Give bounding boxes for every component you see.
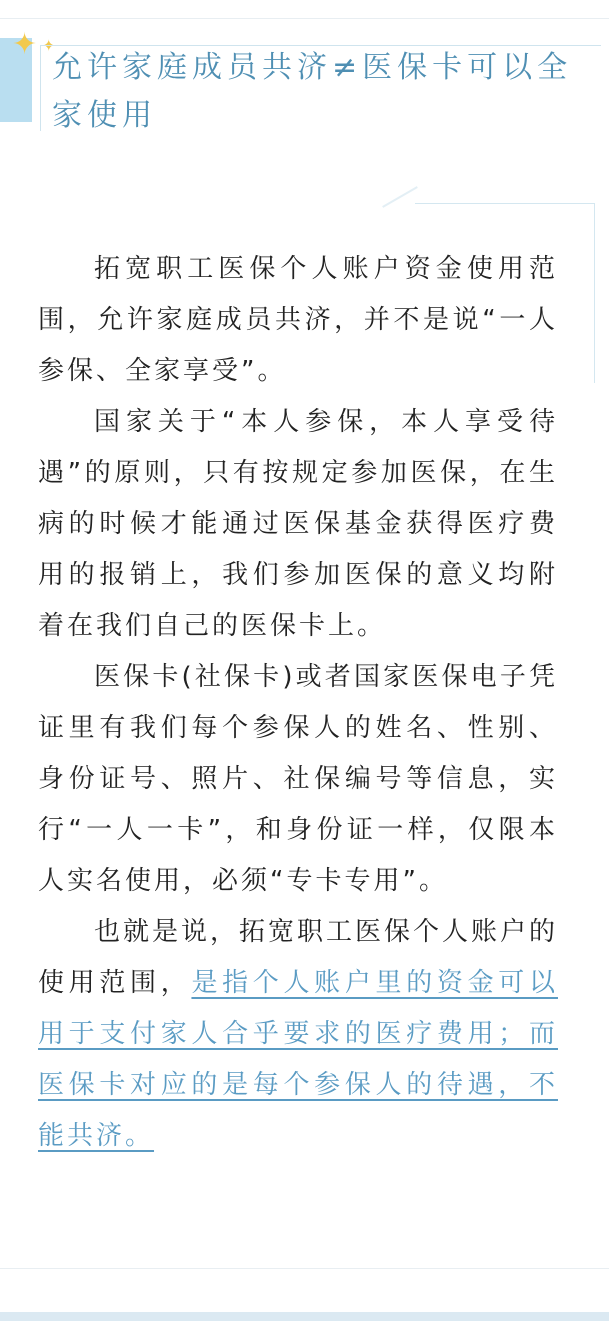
paragraph-text: 国家关于“本人参保，本人享受待遇”的原则，只有按规定参加医保，在生病的时候才能通过医保基金获得医疗费用的报销上，我们参加医保的意义均附着在我们自己的医保卡上。 [38,407,558,641]
highlighted-link-text[interactable]: 是指个人账户里的资金可以用于支付家人合乎要求的医疗费用；而医保卡对应的是每个参保人的待遇，不能共济。 [38,968,558,1151]
paragraph-2 [38,397,558,652]
paragraph-text: 医保卡(社保卡)或者国家医保电子凭证里有我们每个参保人的姓名、性别、身份证号、照片、社保编号等信息，实行“一人一卡”，和身份证一样，仅限本人实名使用，必须“专卡专用”。 [38,662,558,896]
decorative-stroke [382,186,418,208]
sparkle-icon: ✦ [42,36,56,55]
bottom-divider [0,1268,609,1269]
article-body [38,244,558,1162]
paragraph-4 [38,907,558,1162]
paragraph-text: 拓宽职工医保个人账户资金使用范围，允许家庭成员共济，并不是说“一人参保、全家享受”。 [38,254,558,386]
article-title: 允许家庭成员共济≠医保卡可以全家使用 [52,50,573,133]
decorative-frame-top [415,203,595,204]
paragraph-1 [38,244,558,397]
top-divider [0,18,609,19]
sparkle-icon: ✦ [12,27,38,62]
paragraph-text: 也就是说，拓宽职工医保个人账户的使用范围， [38,917,559,998]
bottom-bar [0,1312,609,1321]
decorative-frame-right [594,203,595,383]
paragraph-3 [38,652,558,907]
